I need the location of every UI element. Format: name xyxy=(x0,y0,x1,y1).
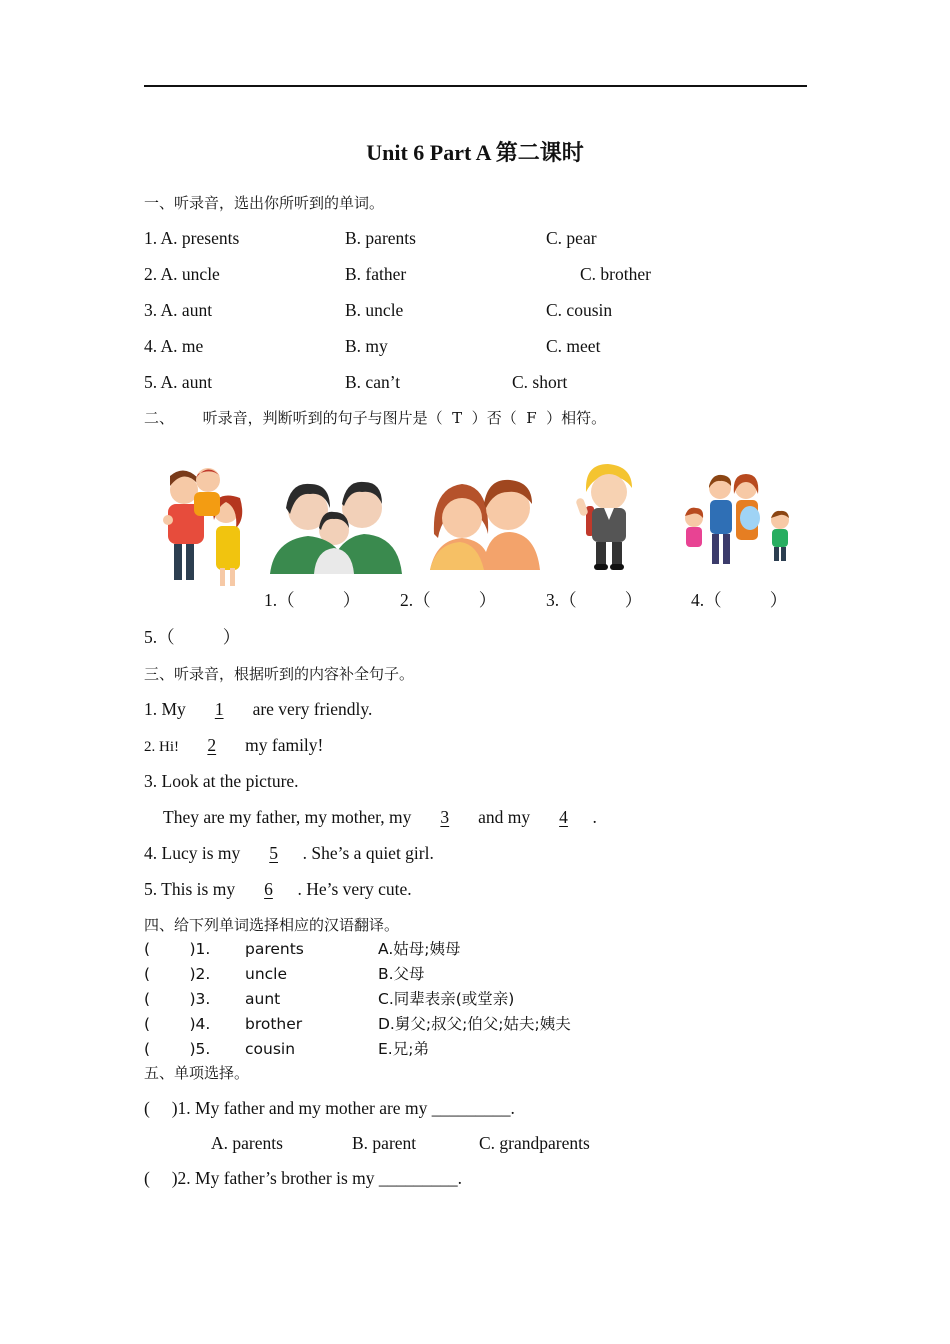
q1-option-a: 1. A. presents xyxy=(144,228,240,248)
sentence-text: 4. Lucy is my xyxy=(144,843,245,863)
sentence-text: 2. Hi! xyxy=(144,739,183,755)
section3-heading: 三、听录音，根据听到的内容补全句子。 xyxy=(144,665,415,683)
match-paren-3[interactable]: ( )3. xyxy=(144,990,211,1008)
q1-option-c: C. pear xyxy=(546,228,597,248)
q3-option-b: B. uncle xyxy=(345,300,404,320)
sentence-text: They are my father, my mother, my xyxy=(163,807,416,827)
answer-blank-1[interactable]: 1 xyxy=(214,699,224,719)
section2-heading: 二、 听录音，判断听到的句子与图片是（ T ）否（ F ）相符。 xyxy=(144,409,607,427)
choice-question-1: ( )1. My father and my mother are my _________. xyxy=(144,1098,515,1118)
q4-option-b: B. my xyxy=(345,336,388,356)
judge-label-1: 1.（ ） xyxy=(264,590,361,610)
match-trans-c: C.同辈表亲(或堂亲) xyxy=(378,990,515,1008)
sentence-text: 1. My xyxy=(144,699,191,719)
sentence-text: are very friendly. xyxy=(248,699,373,719)
sentence-text: . xyxy=(592,807,597,827)
match-trans-a: A.姑母;姨母 xyxy=(378,940,461,958)
judge-label-4: 4.（ ） xyxy=(691,590,788,610)
section5-heading: 五、单项选择。 xyxy=(144,1064,250,1082)
q2-option-c: C. brother xyxy=(580,264,651,284)
sentence-text: 5. This is my xyxy=(144,879,240,899)
fill-sentence-4 xyxy=(144,842,434,864)
judge-label-3: 3.（ ） xyxy=(546,590,643,610)
fill-sentence-3b xyxy=(163,806,597,828)
q5-option-c: C. short xyxy=(512,372,568,392)
fill-sentence-1 xyxy=(144,698,372,720)
answer-blank-5[interactable]: 5 xyxy=(269,843,278,863)
q4-option-a: 4. A. me xyxy=(144,336,204,356)
match-paren-1[interactable]: ( )1. xyxy=(144,940,211,958)
fill-sentence-5 xyxy=(144,878,412,900)
match-trans-d: D.舅父;叔父;伯父;姑夫;姨夫 xyxy=(378,1015,571,1033)
schoolboy-picture xyxy=(574,462,640,574)
match-trans-b: B.父母 xyxy=(378,965,425,983)
q1-option-b: B. parents xyxy=(345,228,416,248)
sentence-text: . She’s a quiet girl. xyxy=(302,843,434,863)
answer-blank-4[interactable]: 4 xyxy=(559,807,568,827)
choice-option-b[interactable]: B. parent xyxy=(352,1133,417,1153)
q5-option-b: B. can’t xyxy=(345,372,401,392)
sentence-text: and my xyxy=(473,807,535,827)
mother-and-son-picture xyxy=(430,474,540,570)
choice-question-2: ( )2. My father’s brother is my _________. xyxy=(144,1168,463,1188)
answer-blank-2[interactable]: 2 xyxy=(207,735,217,755)
sentence-text: my family! xyxy=(240,735,324,755)
sentence-text: . He’s very cute. xyxy=(297,879,412,899)
match-word-1: parents xyxy=(245,940,304,958)
fill-sentence-3: 3. Look at the picture. xyxy=(144,771,299,791)
q5-option-a: 5. A. aunt xyxy=(144,372,213,392)
family-with-baby-picture xyxy=(680,472,800,568)
q3-option-c: C. cousin xyxy=(546,300,613,320)
match-trans-e: E.兄;弟 xyxy=(378,1040,429,1058)
section4-heading: 四、给下列单词选择相应的汉语翻译。 xyxy=(144,916,400,934)
match-paren-4[interactable]: ( )4. xyxy=(144,1015,211,1033)
match-paren-2[interactable]: ( )2. xyxy=(144,965,211,983)
family-cartoon-picture xyxy=(154,462,252,590)
page-title: Unit 6 Part A 第二课时 xyxy=(366,140,584,165)
answer-blank-6[interactable]: 6 xyxy=(264,879,273,899)
choice-option-c[interactable]: C. grandparents xyxy=(479,1133,590,1153)
match-word-4: brother xyxy=(245,1015,303,1033)
choice-option-a[interactable]: A. parents xyxy=(211,1133,283,1153)
q2-option-b: B. father xyxy=(345,264,407,284)
answer-blank-3[interactable]: 3 xyxy=(440,807,450,827)
header-rule xyxy=(144,85,807,87)
q4-option-c: C. meet xyxy=(546,336,601,356)
q3-option-a: 3. A. aunt xyxy=(144,300,213,320)
match-word-3: aunt xyxy=(245,990,281,1008)
section1-heading: 一、听录音，选出你所听到的单词。 xyxy=(144,194,385,212)
judge-label-2: 2.（ ） xyxy=(400,590,497,610)
match-word-2: uncle xyxy=(245,965,288,983)
match-word-5: cousin xyxy=(245,1040,296,1058)
fill-sentence-2 xyxy=(144,734,323,758)
match-paren-5[interactable]: ( )5. xyxy=(144,1040,211,1058)
q2-option-a: 2. A. uncle xyxy=(144,264,220,284)
judge-label-5: 5.（ ） xyxy=(144,627,241,647)
parents-and-child-picture xyxy=(268,474,404,574)
